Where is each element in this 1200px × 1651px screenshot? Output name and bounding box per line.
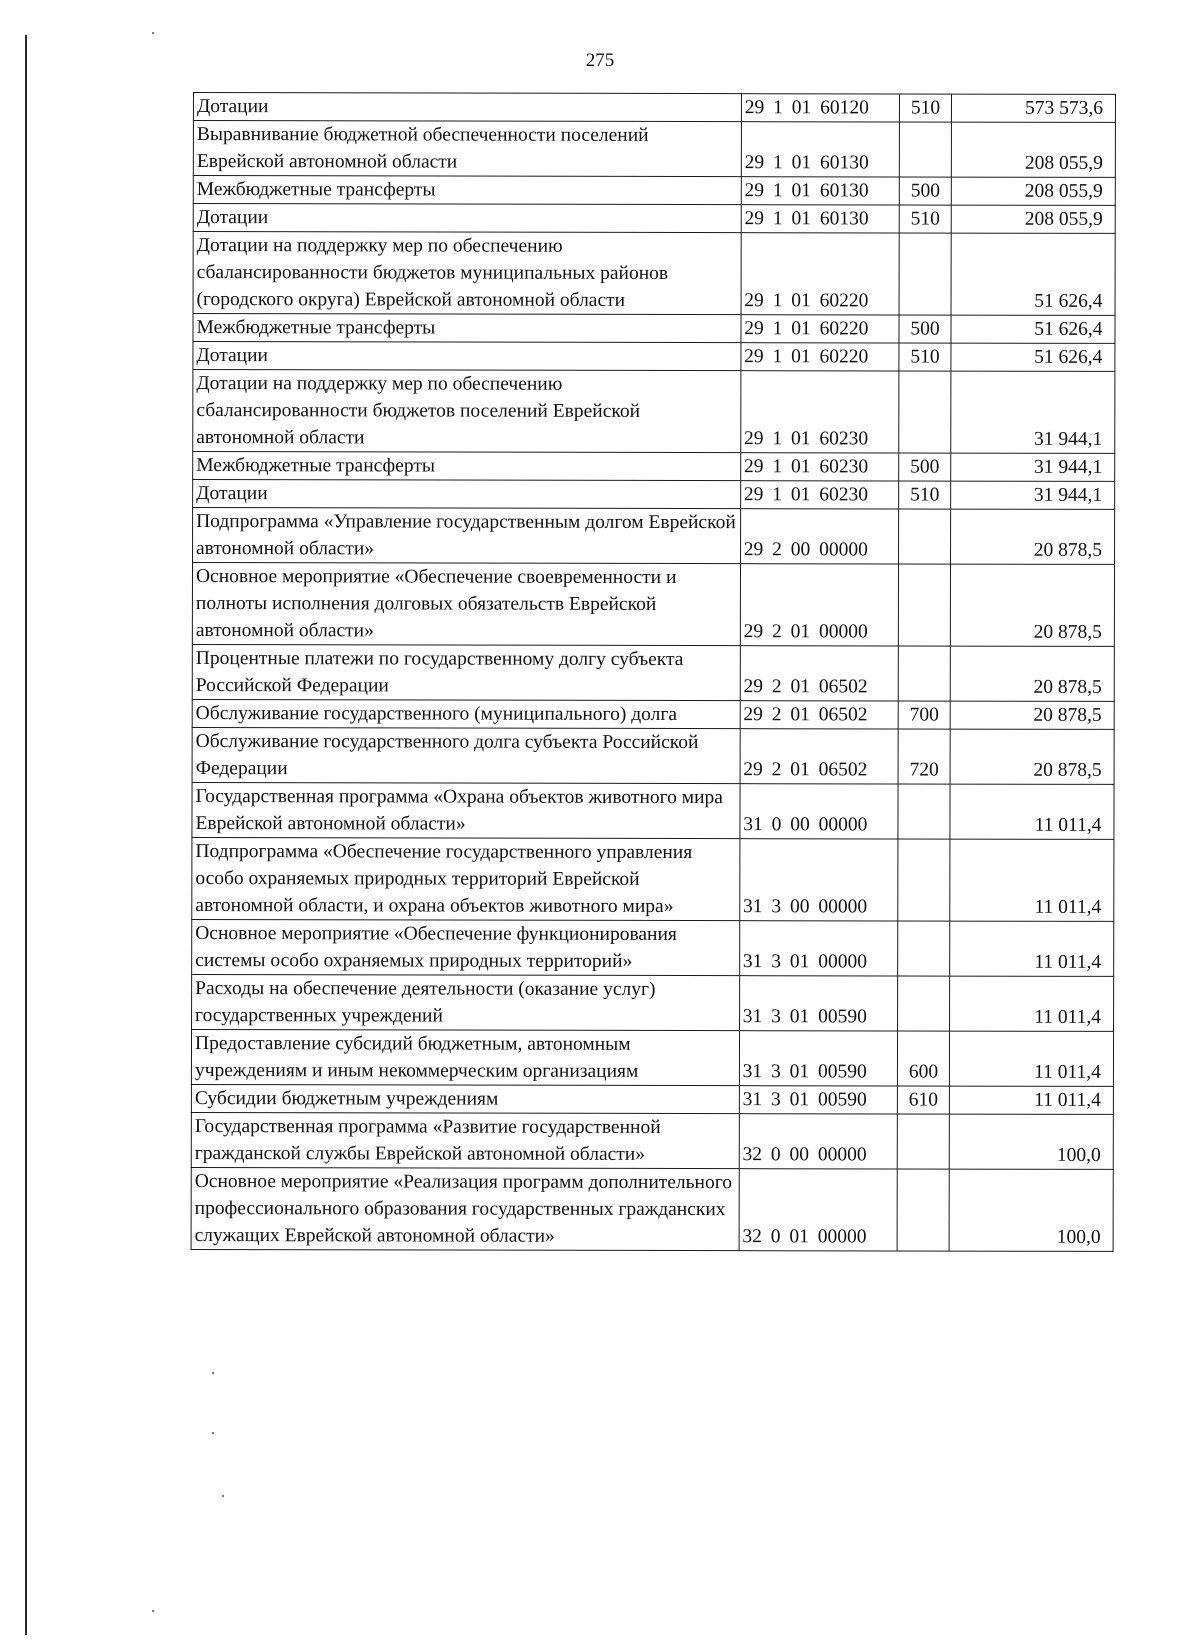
row-expense-type-cell bbox=[897, 1169, 950, 1251]
row-amount-cell: 11 011,4 bbox=[950, 839, 1114, 921]
row-expense-type-cell: 500 bbox=[899, 177, 952, 205]
row-amount-cell: 573 573,6 bbox=[952, 94, 1116, 122]
row-name-cell: Процентные платежи по государственному долгу субъекта Российской Федерации bbox=[192, 644, 740, 700]
table-row bbox=[193, 176, 1115, 206]
row-code-cell: 31 3 00 00000 bbox=[740, 839, 898, 921]
row-code-cell: 29 1 01 60220 bbox=[741, 315, 899, 343]
table-row bbox=[193, 232, 1115, 316]
table-row bbox=[191, 1167, 1113, 1251]
row-name-cell: Государственная программа «Развитие государственной гражданской службы Еврейской автономной области» bbox=[191, 1112, 739, 1168]
row-code-cell: 32 0 01 00000 bbox=[739, 1169, 897, 1251]
row-expense-type-cell: 500 bbox=[899, 453, 952, 481]
row-expense-type-cell bbox=[899, 371, 952, 453]
row-name-cell: Выравнивание бюджетной обеспеченности поселений Еврейской автономной области bbox=[193, 121, 741, 177]
table-row bbox=[191, 1112, 1113, 1169]
row-expense-type-cell bbox=[899, 233, 952, 315]
row-code-cell: 29 2 01 00000 bbox=[740, 564, 898, 646]
row-expense-type-cell bbox=[898, 564, 951, 646]
row-expense-type-cell bbox=[897, 921, 950, 976]
row-code-cell: 31 3 01 00590 bbox=[739, 1086, 897, 1114]
row-amount-cell: 20 878,5 bbox=[951, 509, 1115, 564]
row-amount-cell: 11 011,4 bbox=[950, 921, 1114, 976]
row-amount-cell: 20 878,5 bbox=[951, 564, 1115, 646]
scan-speck bbox=[152, 32, 154, 34]
row-code-cell: 31 3 01 00000 bbox=[739, 921, 897, 976]
table-row bbox=[191, 1029, 1113, 1086]
row-code-cell: 29 2 01 06502 bbox=[740, 729, 898, 784]
row-code-cell: 29 2 01 06502 bbox=[740, 646, 898, 701]
table-row bbox=[193, 452, 1115, 482]
row-code-cell: 29 1 01 60230 bbox=[740, 481, 898, 509]
row-code-cell: 32 0 00 00000 bbox=[739, 1114, 897, 1169]
row-expense-type-cell bbox=[897, 1114, 950, 1169]
table-row bbox=[193, 508, 1115, 565]
row-expense-type-cell bbox=[898, 646, 951, 701]
row-amount-cell: 51 626,4 bbox=[951, 315, 1115, 343]
row-name-cell: Подпрограмма «Обеспечение государственного управления особо охраняемых природных территорий Еврейской автономной области, и охрана объектов животного мира» bbox=[192, 837, 740, 920]
table-row bbox=[191, 1084, 1113, 1114]
table-row bbox=[193, 480, 1115, 510]
row-name-cell: Дотации bbox=[193, 93, 741, 122]
row-name-cell: Межбюджетные трансферты bbox=[193, 314, 741, 343]
row-code-cell: 29 1 01 60230 bbox=[740, 453, 898, 481]
row-expense-type-cell: 510 bbox=[899, 343, 952, 371]
row-amount-cell: 20 878,5 bbox=[950, 701, 1114, 729]
row-code-cell: 31 0 00 00000 bbox=[740, 784, 898, 839]
row-code-cell: 29 1 01 60130 bbox=[741, 177, 899, 205]
row-amount-cell: 51 626,4 bbox=[951, 233, 1115, 315]
row-amount-cell: 100,0 bbox=[949, 1169, 1113, 1251]
row-amount-cell: 20 878,5 bbox=[951, 646, 1115, 701]
row-code-cell: 31 3 01 00590 bbox=[739, 976, 897, 1031]
row-expense-type-cell bbox=[899, 122, 952, 177]
row-name-cell: Дотации bbox=[193, 342, 741, 371]
budget-table bbox=[191, 92, 1116, 1252]
row-expense-type-cell: 700 bbox=[898, 701, 951, 729]
row-code-cell: 29 2 01 06502 bbox=[740, 701, 898, 729]
table-row bbox=[193, 93, 1115, 123]
row-amount-cell: 100,0 bbox=[950, 1114, 1114, 1169]
scan-speck bbox=[222, 1495, 224, 1497]
row-amount-cell: 208 055,9 bbox=[952, 177, 1116, 205]
table-row bbox=[193, 314, 1115, 344]
row-code-cell: 29 1 01 60220 bbox=[741, 343, 899, 371]
row-expense-type-cell: 610 bbox=[897, 1086, 950, 1114]
row-code-cell: 29 1 01 60230 bbox=[740, 371, 898, 453]
row-name-cell: Основное мероприятие «Обеспечение функционирования системы особо охраняемых природных территорий» bbox=[192, 919, 740, 975]
row-amount-cell: 31 944,1 bbox=[951, 371, 1115, 453]
row-amount-cell: 31 944,1 bbox=[951, 453, 1115, 481]
row-name-cell: Межбюджетные трансферты bbox=[193, 176, 741, 205]
row-expense-type-cell: 600 bbox=[897, 1031, 950, 1086]
row-name-cell: Обслуживание государственного (муниципального) долга bbox=[192, 699, 740, 728]
row-expense-type-cell bbox=[898, 784, 951, 839]
row-expense-type-cell: 500 bbox=[899, 315, 952, 343]
row-code-cell: 29 1 01 60220 bbox=[741, 233, 899, 315]
table-row bbox=[192, 782, 1114, 839]
row-name-cell: Дотации bbox=[193, 204, 741, 233]
row-name-cell: Субсидии бюджетным учреждениям bbox=[191, 1084, 739, 1113]
table-row bbox=[192, 563, 1114, 647]
row-expense-type-cell bbox=[898, 509, 951, 564]
table-row bbox=[193, 204, 1115, 234]
row-name-cell: Подпрограмма «Управление государственным долгом Еврейской автономной области» bbox=[193, 508, 741, 564]
row-name-cell: Государственная программа «Охрана объектов животного мира Еврейской автономной области» bbox=[192, 782, 740, 838]
budget-table-body bbox=[191, 93, 1115, 1252]
row-amount-cell: 20 878,5 bbox=[950, 729, 1114, 784]
binding-edge-line bbox=[25, 35, 27, 1635]
row-expense-type-cell: 720 bbox=[898, 729, 951, 784]
row-amount-cell: 11 011,4 bbox=[950, 1031, 1114, 1086]
row-code-cell: 31 3 01 00590 bbox=[739, 1031, 897, 1086]
row-expense-type-cell bbox=[898, 839, 951, 921]
row-code-cell: 29 1 01 60130 bbox=[741, 122, 899, 177]
row-code-cell: 29 1 01 60130 bbox=[741, 205, 899, 233]
scan-speck bbox=[212, 1372, 214, 1374]
row-name-cell: Основное мероприятие «Реализация программ дополнительного профессионального образования государственных гражданских служащих Еврейской автономной области» bbox=[191, 1167, 739, 1250]
row-amount-cell: 11 011,4 bbox=[950, 1086, 1114, 1114]
row-name-cell: Предоставление субсидий бюджетным, автономным учреждениям и иным некоммерческим организациям bbox=[191, 1029, 739, 1085]
row-amount-cell: 11 011,4 bbox=[950, 976, 1114, 1031]
table-row bbox=[192, 837, 1114, 921]
row-amount-cell: 31 944,1 bbox=[951, 481, 1115, 509]
row-expense-type-cell: 510 bbox=[899, 205, 952, 233]
row-name-cell: Дотации bbox=[193, 480, 741, 509]
row-name-cell: Основное мероприятие «Обеспечение своевременности и полноты исполнения долговых обязательств Еврейской автономной области» bbox=[192, 563, 740, 646]
table-row bbox=[192, 699, 1114, 729]
table-row bbox=[193, 121, 1115, 178]
row-amount-cell: 208 055,9 bbox=[952, 122, 1116, 177]
row-expense-type-cell: 510 bbox=[898, 481, 951, 509]
table-row bbox=[192, 974, 1114, 1031]
row-expense-type-cell bbox=[897, 976, 950, 1031]
table-row bbox=[192, 727, 1114, 784]
row-code-cell: 29 2 00 00000 bbox=[740, 509, 898, 564]
scan-speck bbox=[212, 1432, 214, 1434]
row-amount-cell: 51 626,4 bbox=[951, 343, 1115, 371]
table-row bbox=[193, 370, 1115, 454]
row-name-cell: Расходы на обеспечение деятельности (оказание услуг) государственных учреждений bbox=[192, 974, 740, 1030]
row-name-cell: Межбюджетные трансферты bbox=[193, 452, 741, 481]
row-name-cell: Обслуживание государственного долга субъекта Российской Федерации bbox=[192, 727, 740, 783]
page-number: 275 bbox=[585, 50, 615, 71]
table-row bbox=[192, 644, 1114, 701]
table-row bbox=[192, 919, 1114, 976]
table-row bbox=[193, 342, 1115, 372]
row-amount-cell: 208 055,9 bbox=[951, 205, 1115, 233]
row-name-cell: Дотации на поддержку мер по обеспечению сбалансированности бюджетов муниципальных районов (городского округа) Еврейской автономной области bbox=[193, 232, 741, 315]
row-expense-type-cell: 510 bbox=[899, 94, 952, 122]
row-amount-cell: 11 011,4 bbox=[950, 784, 1114, 839]
scan-speck bbox=[152, 1610, 154, 1612]
row-code-cell: 29 1 01 60120 bbox=[741, 94, 899, 122]
row-name-cell: Дотации на поддержку мер по обеспечению сбалансированности бюджетов поселений Еврейской автономной области bbox=[193, 370, 741, 453]
